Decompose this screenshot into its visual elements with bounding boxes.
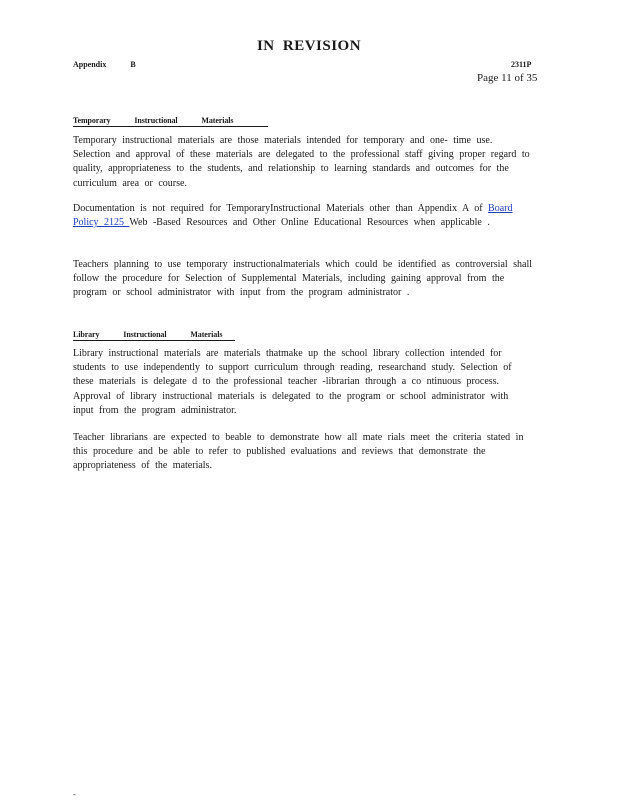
appendix-letter: B <box>130 60 136 69</box>
board-policy-2125-link[interactable]: Board Policy 2125 <box>73 203 513 229</box>
documentation-text-pre: Documentation is not required for TemporaryInstructional Materials other than Appendix A of <box>73 203 489 214</box>
appendix-label <box>73 60 136 69</box>
paragraph-teacher-librarians: Teacher librarians are expected to beable to demonstrate how all mate rials meet the criteria stated in this procedure and be able to refer to published evaluations and reviews that demonstrate the appropriateness of the materials. <box>73 432 524 472</box>
footer-mark: - <box>73 790 76 799</box>
paragraph-library-definition: Library instructional materials are materials thatmake up the school library collection intended for students to use independently to support curriculum through reading, researchand study. Selection of these materials is delegate d to the professional teacher -librarian through a co ntinuous process. Approval of library instructional materials is delegated to the program or school administrator with input from the program administrator. <box>73 348 512 416</box>
paragraph-controversial-materials: Teachers planning to use temporary instructionalmaterials which could be identified as controversial shall follow the procedure for Selection of Supplemental Materials, including gaining approval from the program or school administrator with input from the program administrator . <box>73 259 533 299</box>
page-title: IN REVISION <box>256 38 362 54</box>
section-heading-temporary-materials: Temporary Instructional Materials <box>73 116 268 127</box>
paragraph-temporary-definition: Temporary instructional materials are those materials intended for temporary and one- time use. Selection and approval of these materials are delegated to the professional staff giving proper regard to quality, appropriateness to the students, and relationship to learning standards and outcomes for the curriculum area or course. <box>73 135 530 189</box>
section-heading-library-materials: Library Instructional Materials <box>73 330 235 341</box>
document-code: 2311P <box>511 60 532 69</box>
documentation-text-post: Web -Based Resources and Other Online Educational Resources when applicable . <box>129 217 490 229</box>
appendix-word: Appendix <box>73 60 107 69</box>
paragraph-documentation <box>73 202 533 230</box>
page-number: Page 11 of 35 <box>477 72 538 84</box>
